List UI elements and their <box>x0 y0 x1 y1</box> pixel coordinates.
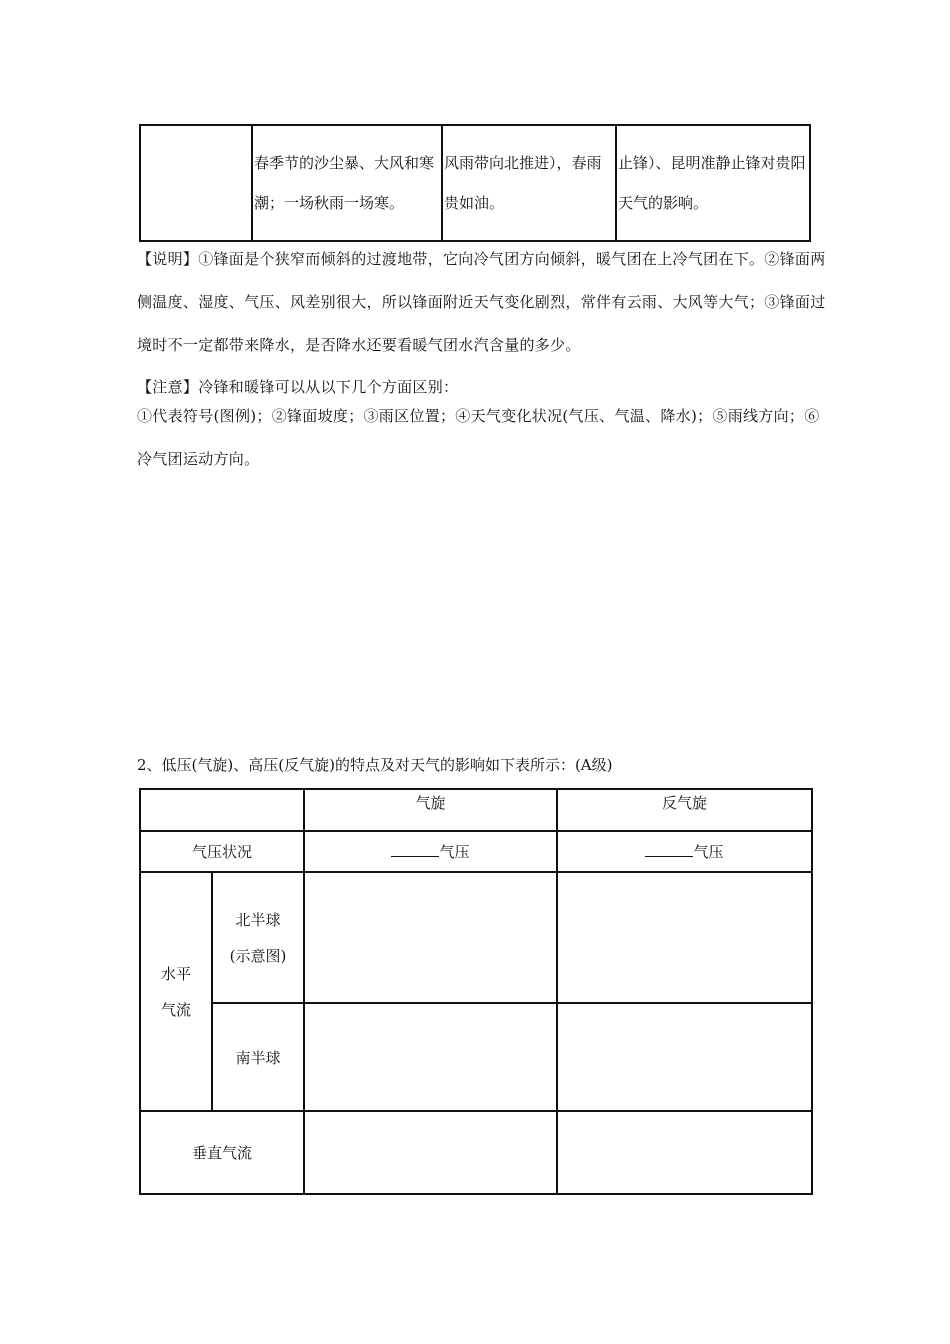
table-row <box>140 1003 812 1111</box>
row-label-vertical: 垂直气流 <box>140 1111 304 1194</box>
fill-blank[interactable] <box>391 842 439 857</box>
explanation-paragraph: 【说明】①锋面是个狭窄而倾斜的过渡地带，它向冷气团方向倾斜，暖气团在上冷气团在下。②锋面两侧温度、湿度、气压、风差别很大，所以锋面附近天气变化剧烈，常伴有云雨、大风等大气；③锋面过境时不一定都带来降水，是否降水还要看暖气团水汽含量的多少。 <box>137 250 826 354</box>
header-anticyclone: 反气旋 <box>557 789 812 831</box>
table-cell: 止锋）、昆明准静止锋对贵阳天气的影响。 <box>616 125 810 241</box>
pressure-suffix: 气压 <box>439 843 470 861</box>
label-line: 气流 <box>160 1000 191 1019</box>
table-row <box>140 789 812 831</box>
table-row <box>140 831 812 872</box>
row-label-horizontal <box>140 872 212 1111</box>
label-line: 北半球 <box>235 910 281 929</box>
answer-cell[interactable] <box>304 1003 557 1111</box>
header-cyclone: 气旋 <box>304 789 557 831</box>
answer-cell[interactable] <box>557 872 812 1003</box>
label-line: (示意图) <box>229 946 287 965</box>
row-label-north <box>212 872 304 1003</box>
answer-cell[interactable] <box>557 1111 812 1194</box>
anticyclone-pressure-cell <box>557 831 812 872</box>
notice-paragraph: ①代表符号(图例)；②锋面坡度；③雨区位置；④天气变化状况(气压、气温、降水)；⑤雨线方向；⑥冷气团运动方向。 <box>137 407 820 468</box>
top-table <box>139 124 811 242</box>
pressure-suffix: 气压 <box>693 843 724 861</box>
answer-cell[interactable] <box>304 872 557 1003</box>
table-cell: 风雨带向北推进），春雨贵如油。 <box>442 125 616 241</box>
table-cell <box>140 125 252 241</box>
table-row <box>140 125 810 241</box>
label-line: 水平 <box>160 964 191 983</box>
table-row <box>140 1111 812 1194</box>
row-label-pressure: 气压状况 <box>140 831 304 872</box>
fill-blank[interactable] <box>645 842 693 857</box>
answer-cell[interactable] <box>304 1111 557 1194</box>
table-cell <box>140 789 304 831</box>
cyclone-table <box>139 788 813 1195</box>
table-cell: 春季节的沙尘暴、大风和寒潮；一场秋雨一场寒。 <box>252 125 442 241</box>
table-row <box>140 872 812 1003</box>
answer-cell[interactable] <box>557 1003 812 1111</box>
notice-title: 【注意】冷锋和暖锋可以从以下几个方面区别： <box>137 378 459 396</box>
cyclone-pressure-cell <box>304 831 557 872</box>
question-2-heading: 2、低压(气旋)、高压(反气旋)的特点及对天气的影响如下表所示：(A级) <box>137 756 613 774</box>
row-label-south: 南半球 <box>212 1003 304 1111</box>
